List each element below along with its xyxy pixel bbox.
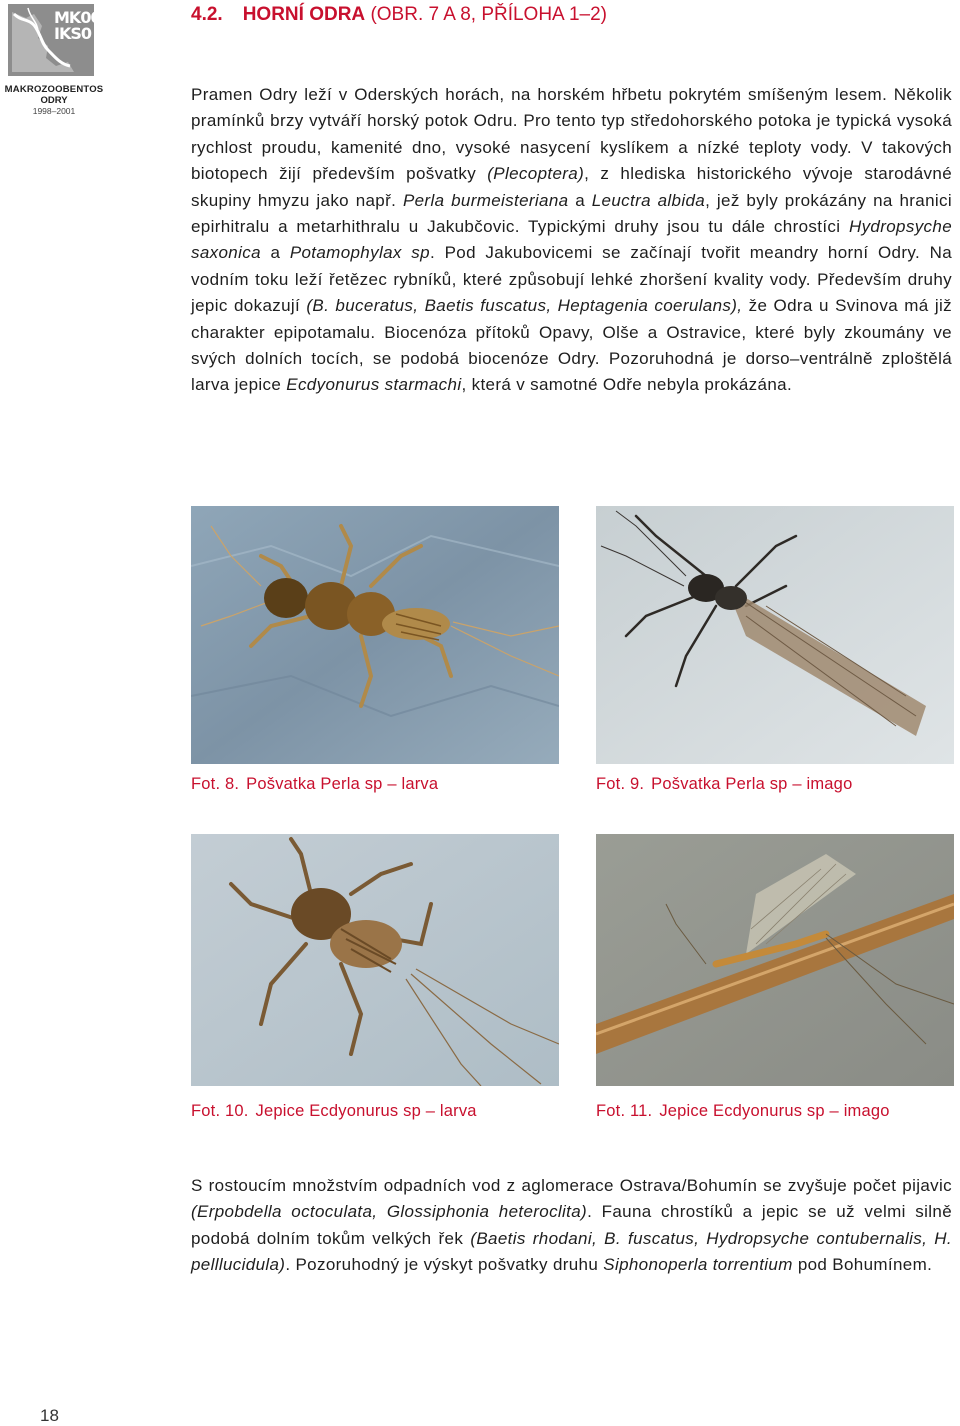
photo-label: Fot. 11. <box>596 1102 653 1120</box>
photo-caption-text: Pošvatka Perla sp – imago <box>651 775 853 793</box>
taxon-italic: Siphonoperla torrentium <box>603 1255 793 1275</box>
taxon-italic: Leuctra albida <box>591 190 706 210</box>
text-span: a <box>568 190 592 210</box>
photo-label: Fot. 9. <box>596 775 645 793</box>
photo-caption-text: Jepice Ecdyonurus sp – imago <box>659 1102 890 1120</box>
brand-subtitle: ODRY <box>40 95 68 106</box>
taxon-italic: (B. buceratus, Baetis fuscatus, Heptagenia coerulans), <box>306 296 743 316</box>
text-span: S rostoucím množstvím odpadních vod z aglomerace Ostrava/Bohumín se zvyšuje počet pijavic <box>191 1176 952 1195</box>
taxon-italic: Potamophylax sp <box>289 243 430 263</box>
section-heading <box>191 4 607 26</box>
text-span: že Odra u Svinova má již charakter epipotamalu. Biocenóza přítoků Opavy, Olše a Ostravice, které byly zkoumány ve svých dolních tocích, se podobá biocenóze Odry. Pozoruhodná je dorso–ventrálně zploštělá larva jepice <box>191 296 952 395</box>
taxon-italic: (Baetis rhodani, B. fuscatus, Hydropsyche contubernalis, H. pelllucidula) <box>191 1228 952 1275</box>
mayfly-adult-photo <box>596 834 954 1086</box>
section-subtitle: (OBR. 7 A 8, PŘÍLOHA 1–2) <box>370 4 607 25</box>
photo-caption <box>191 1101 477 1121</box>
text-span: Pramen Odry leží v Oderských horách, na horském hřbetu pokrytém smíšeným lesem. Několik pramínků brzy vytváří horský potok Odru. Pro tento typ středohorského potoka je typická vysoká rychlost proudu, kamenité dno, vysoké nasycení kyslíkem a nízké teploty vody. V takových biotopech žijí především pošvatky <box>191 85 952 184</box>
taxon-italic: (Plecoptera) <box>487 164 585 184</box>
section-number: 4.2. <box>191 4 223 25</box>
paragraph-upper-odra <box>191 82 952 399</box>
brand-years: 1998–2001 <box>32 106 76 116</box>
text-span: a <box>260 243 290 263</box>
stonefly-adult-photo <box>596 506 954 764</box>
taxon-italic: (Erpobdella octoculata, Glossiphonia heteroclita) <box>191 1202 588 1222</box>
section-title: HORNÍ ODRA <box>242 4 366 25</box>
text-span: , která v samotné Odře nebyla prokázána. <box>461 375 793 395</box>
logo-line2: IKS0 <box>54 24 92 43</box>
logo-line1: MK00 <box>54 8 101 27</box>
photo-caption-text: Pošvatka Perla sp – larva <box>246 775 439 793</box>
taxon-italic: Perla burmeisteriana <box>402 190 569 210</box>
taxon-italic: Hydropsyche saxonica <box>191 217 952 263</box>
text-span: , jež byly prokázány na hranici epirhitralu a metarhithralu u Jakubčovic. Typickými druhy jsou tu dále chrostíci <box>191 190 952 237</box>
brand-block <box>0 84 108 117</box>
text-span: . Pozoruhodný je výskyt pošvatky druhu <box>285 1255 604 1275</box>
text-span: , z hlediska historického vývoje starodávné skupiny hmyzu jako např. <box>191 164 952 210</box>
photo-caption <box>191 774 438 794</box>
brand-title: MAKROZOOBENTOS <box>4 84 104 95</box>
logo-text <box>54 8 101 43</box>
photo-caption-text: Jepice Ecdyonurus sp – larva <box>255 1102 477 1120</box>
stonefly-larva-photo <box>191 506 559 764</box>
photo-caption <box>596 1101 890 1121</box>
photo-label: Fot. 10. <box>191 1102 249 1120</box>
text-span: pod Bohumínem. <box>792 1255 933 1275</box>
logo <box>8 4 101 76</box>
text-span: . Fauna chrostíků a jepic se už velmi silně podobá dolním tokům velkých řek <box>191 1202 952 1248</box>
paragraph-lower-odra <box>191 1173 952 1279</box>
page-number: 18 <box>40 1406 59 1425</box>
photo-caption <box>596 774 852 794</box>
photo-label: Fot. 8. <box>191 775 240 793</box>
taxon-italic: Ecdyonurus starmachi <box>286 375 462 395</box>
mayfly-larva-photo <box>191 834 559 1086</box>
text-span: . Pod Jakubovicemi se začínají tvořit meandry horní Odry. Na vodním toku leží řetězec rybníků, které způsobují lehké zhoršení kvality vody. Především druhy jepic dokazují <box>191 243 952 316</box>
